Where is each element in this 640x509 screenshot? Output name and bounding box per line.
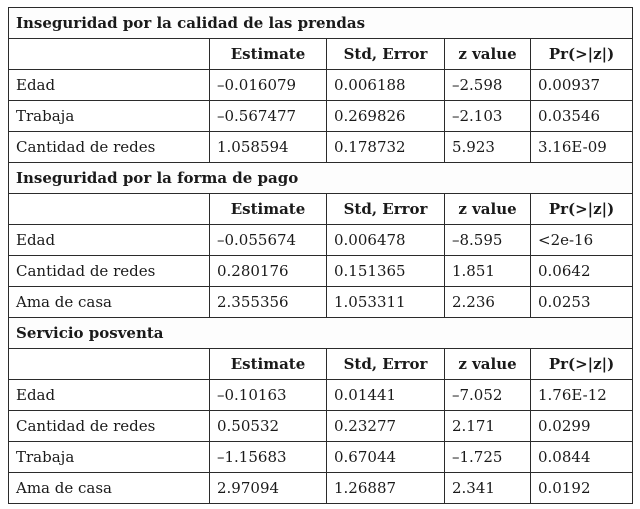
column-header-row [9,349,633,380]
z-value-cell: –8.595 [445,225,531,256]
section-title: Inseguridad por la calidad de las prendas [9,8,633,39]
table-row [9,132,633,163]
header-p-value: Pr(>|z|) [531,349,633,380]
table-row [9,256,633,287]
estimate-cell: –0.10163 [210,380,327,411]
table-row [9,287,633,318]
z-value-cell: –2.103 [445,101,531,132]
std-error-cell: 0.01441 [327,380,445,411]
std-error-cell: 0.23277 [327,411,445,442]
estimate-cell: 0.50532 [210,411,327,442]
row-label: Ama de casa [9,473,210,504]
std-error-cell: 0.006478 [327,225,445,256]
z-value-cell: 5.923 [445,132,531,163]
std-error-cell: 1.053311 [327,287,445,318]
row-label: Cantidad de redes [9,132,210,163]
p-value-cell: 0.0192 [531,473,633,504]
row-label: Trabaja [9,442,210,473]
std-error-cell: 0.006188 [327,70,445,101]
header-estimate: Estimate [210,349,327,380]
estimate-cell: –1.15683 [210,442,327,473]
table-row [9,442,633,473]
table-row [9,101,633,132]
row-label: Cantidad de redes [9,411,210,442]
p-value-cell: 3.16E-09 [531,132,633,163]
regression-results-table [8,7,633,504]
section-title: Inseguridad por la forma de pago [9,163,633,194]
table-row [9,473,633,504]
z-value-cell: 2.236 [445,287,531,318]
header-estimate: Estimate [210,39,327,70]
p-value-cell: <2e-16 [531,225,633,256]
estimate-cell: 1.058594 [210,132,327,163]
header-z-value: z value [445,39,531,70]
header-z-value: z value [445,194,531,225]
row-label: Cantidad de redes [9,256,210,287]
header-std-error: Std, Error [327,39,445,70]
row-label: Ama de casa [9,287,210,318]
header-estimate: Estimate [210,194,327,225]
std-error-cell: 0.178732 [327,132,445,163]
row-label: Edad [9,70,210,101]
estimate-cell: –0.016079 [210,70,327,101]
section-title-row [9,318,633,349]
estimate-cell: –0.567477 [210,101,327,132]
row-label: Edad [9,380,210,411]
p-value-cell: 0.0253 [531,287,633,318]
estimate-cell: 0.280176 [210,256,327,287]
estimate-cell: 2.97094 [210,473,327,504]
header-std-error: Std, Error [327,194,445,225]
header-blank-cell [9,349,210,380]
header-std-error: Std, Error [327,349,445,380]
p-value-cell: 1.76E-12 [531,380,633,411]
column-header-row [9,39,633,70]
table-row [9,70,633,101]
section-title-row [9,163,633,194]
header-p-value: Pr(>|z|) [531,39,633,70]
estimate-cell: –0.055674 [210,225,327,256]
z-value-cell: –2.598 [445,70,531,101]
std-error-cell: 0.269826 [327,101,445,132]
header-blank-cell [9,194,210,225]
std-error-cell: 0.151365 [327,256,445,287]
z-value-cell: –1.725 [445,442,531,473]
table-row [9,380,633,411]
section-title: Servicio posventa [9,318,633,349]
p-value-cell: 0.0642 [531,256,633,287]
z-value-cell: 2.341 [445,473,531,504]
regression-table-container [8,7,632,504]
table-row [9,411,633,442]
estimate-cell: 2.355356 [210,287,327,318]
row-label: Edad [9,225,210,256]
header-blank-cell [9,39,210,70]
z-value-cell: –7.052 [445,380,531,411]
z-value-cell: 2.171 [445,411,531,442]
std-error-cell: 0.67044 [327,442,445,473]
z-value-cell: 1.851 [445,256,531,287]
table-row [9,225,633,256]
section-title-row [9,8,633,39]
row-label: Trabaja [9,101,210,132]
std-error-cell: 1.26887 [327,473,445,504]
header-z-value: z value [445,349,531,380]
header-p-value: Pr(>|z|) [531,194,633,225]
p-value-cell: 0.0299 [531,411,633,442]
column-header-row [9,194,633,225]
p-value-cell: 0.03546 [531,101,633,132]
p-value-cell: 0.0844 [531,442,633,473]
p-value-cell: 0.00937 [531,70,633,101]
